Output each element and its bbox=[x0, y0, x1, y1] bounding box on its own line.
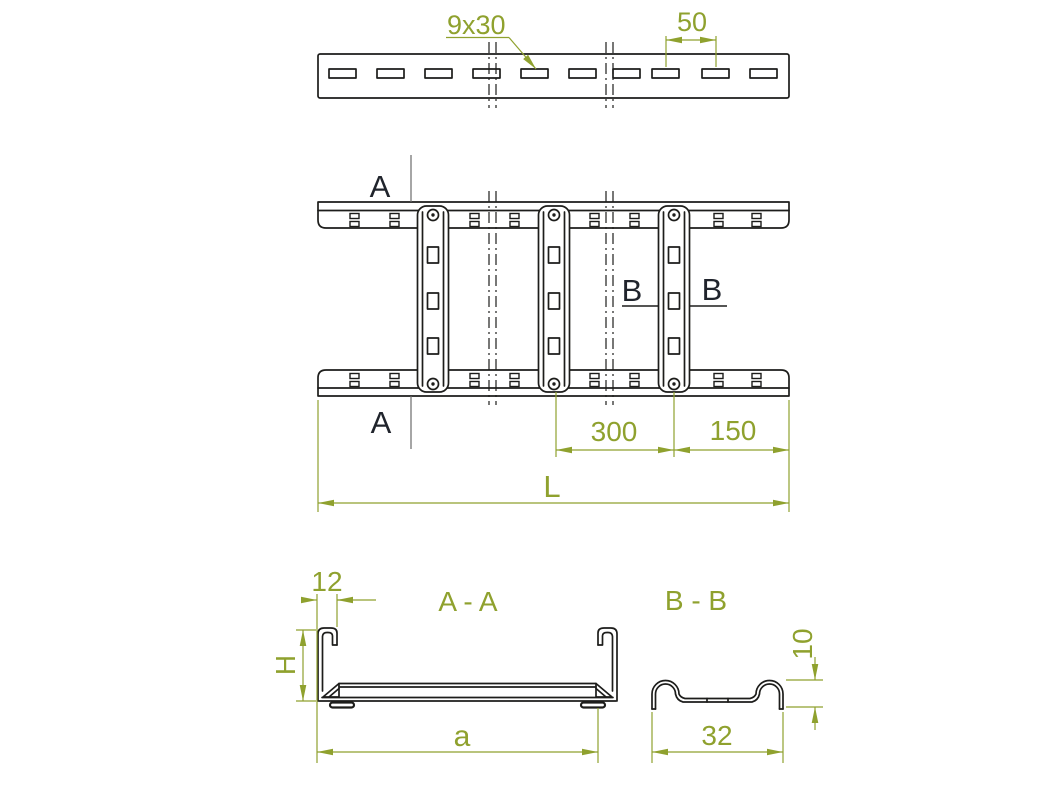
pitch-label: 50 bbox=[676, 7, 708, 37]
rail-slot bbox=[702, 69, 729, 78]
rail-slot bbox=[750, 69, 777, 78]
rail-slot bbox=[329, 69, 356, 78]
slot-size-label: 9x30 bbox=[447, 10, 506, 40]
square-hole bbox=[350, 382, 359, 387]
section-a-label-top: A bbox=[369, 169, 391, 204]
rivet-center bbox=[431, 382, 434, 385]
square-hole bbox=[630, 374, 639, 379]
square-hole bbox=[752, 222, 761, 227]
square-hole bbox=[510, 382, 519, 387]
aa-right-wall-outer bbox=[598, 628, 617, 701]
square-hole bbox=[470, 222, 479, 227]
rail-slot bbox=[521, 69, 548, 78]
square-hole bbox=[714, 374, 723, 379]
section-bb-view bbox=[652, 585, 823, 763]
section-b-label-right: B bbox=[701, 272, 723, 307]
square-hole bbox=[752, 382, 761, 387]
rail-slot bbox=[425, 69, 452, 78]
bb-rung-outer-contour bbox=[652, 681, 783, 710]
square-hole bbox=[390, 374, 399, 379]
square-hole bbox=[510, 214, 519, 219]
square-hole bbox=[590, 222, 599, 227]
square-hole bbox=[350, 214, 359, 219]
rail-strip-outline bbox=[318, 54, 789, 98]
square-hole bbox=[470, 382, 479, 387]
square-hole bbox=[630, 222, 639, 227]
rung-height-label: 10 bbox=[787, 628, 818, 660]
square-hole bbox=[714, 214, 723, 219]
rail-slot bbox=[613, 69, 640, 78]
aa-left-wall-inner bbox=[323, 633, 338, 692]
side-rail-detail-view bbox=[318, 7, 789, 108]
section-aa-view bbox=[270, 566, 617, 763]
square-hole bbox=[350, 374, 359, 379]
rail-slot bbox=[377, 69, 404, 78]
bb-rung-inner-contour bbox=[656, 684, 780, 709]
rail-slots bbox=[329, 69, 777, 78]
square-hole bbox=[390, 214, 399, 219]
aa-left-foot-pad bbox=[330, 703, 354, 708]
length-label: L bbox=[543, 469, 561, 504]
square-hole bbox=[390, 222, 399, 227]
rung-width-label: 32 bbox=[701, 720, 733, 751]
square-hole bbox=[752, 374, 761, 379]
square-hole bbox=[510, 222, 519, 227]
aa-right-foot-pad bbox=[581, 703, 605, 708]
aa-left-wall-outer bbox=[318, 628, 337, 701]
rung-spacing-label: 300 bbox=[590, 416, 638, 447]
height-label: H bbox=[270, 654, 301, 676]
rivet-center bbox=[552, 213, 555, 216]
rail-slot bbox=[569, 69, 596, 78]
rivet-center bbox=[672, 382, 675, 385]
bottom-width-label: a bbox=[453, 720, 471, 753]
square-hole bbox=[590, 374, 599, 379]
section-bb-title: B - B bbox=[664, 585, 728, 616]
aa-right-wall-inner bbox=[598, 633, 613, 692]
rung bbox=[659, 206, 690, 392]
square-hole bbox=[590, 214, 599, 219]
rung bbox=[418, 206, 449, 392]
square-hole bbox=[714, 382, 723, 387]
rung bbox=[539, 206, 570, 392]
square-hole bbox=[470, 374, 479, 379]
square-hole bbox=[510, 374, 519, 379]
flange-width-label: 12 bbox=[311, 566, 343, 597]
square-hole bbox=[470, 214, 479, 219]
rivet-center bbox=[431, 213, 434, 216]
rungs bbox=[418, 206, 690, 392]
rivet-center bbox=[672, 213, 675, 216]
section-b-label-left: B bbox=[621, 273, 643, 308]
plan-view bbox=[318, 155, 789, 512]
square-hole bbox=[590, 382, 599, 387]
square-hole bbox=[350, 222, 359, 227]
square-hole bbox=[390, 382, 399, 387]
square-hole bbox=[630, 214, 639, 219]
rivet-center bbox=[552, 382, 555, 385]
rail-slot bbox=[652, 69, 679, 78]
section-aa-title: A - A bbox=[438, 586, 498, 617]
square-hole bbox=[752, 214, 761, 219]
square-hole bbox=[630, 382, 639, 387]
end-distance-label: 150 bbox=[709, 415, 757, 446]
square-hole bbox=[714, 222, 723, 227]
section-a-label-bottom: A bbox=[370, 405, 392, 440]
